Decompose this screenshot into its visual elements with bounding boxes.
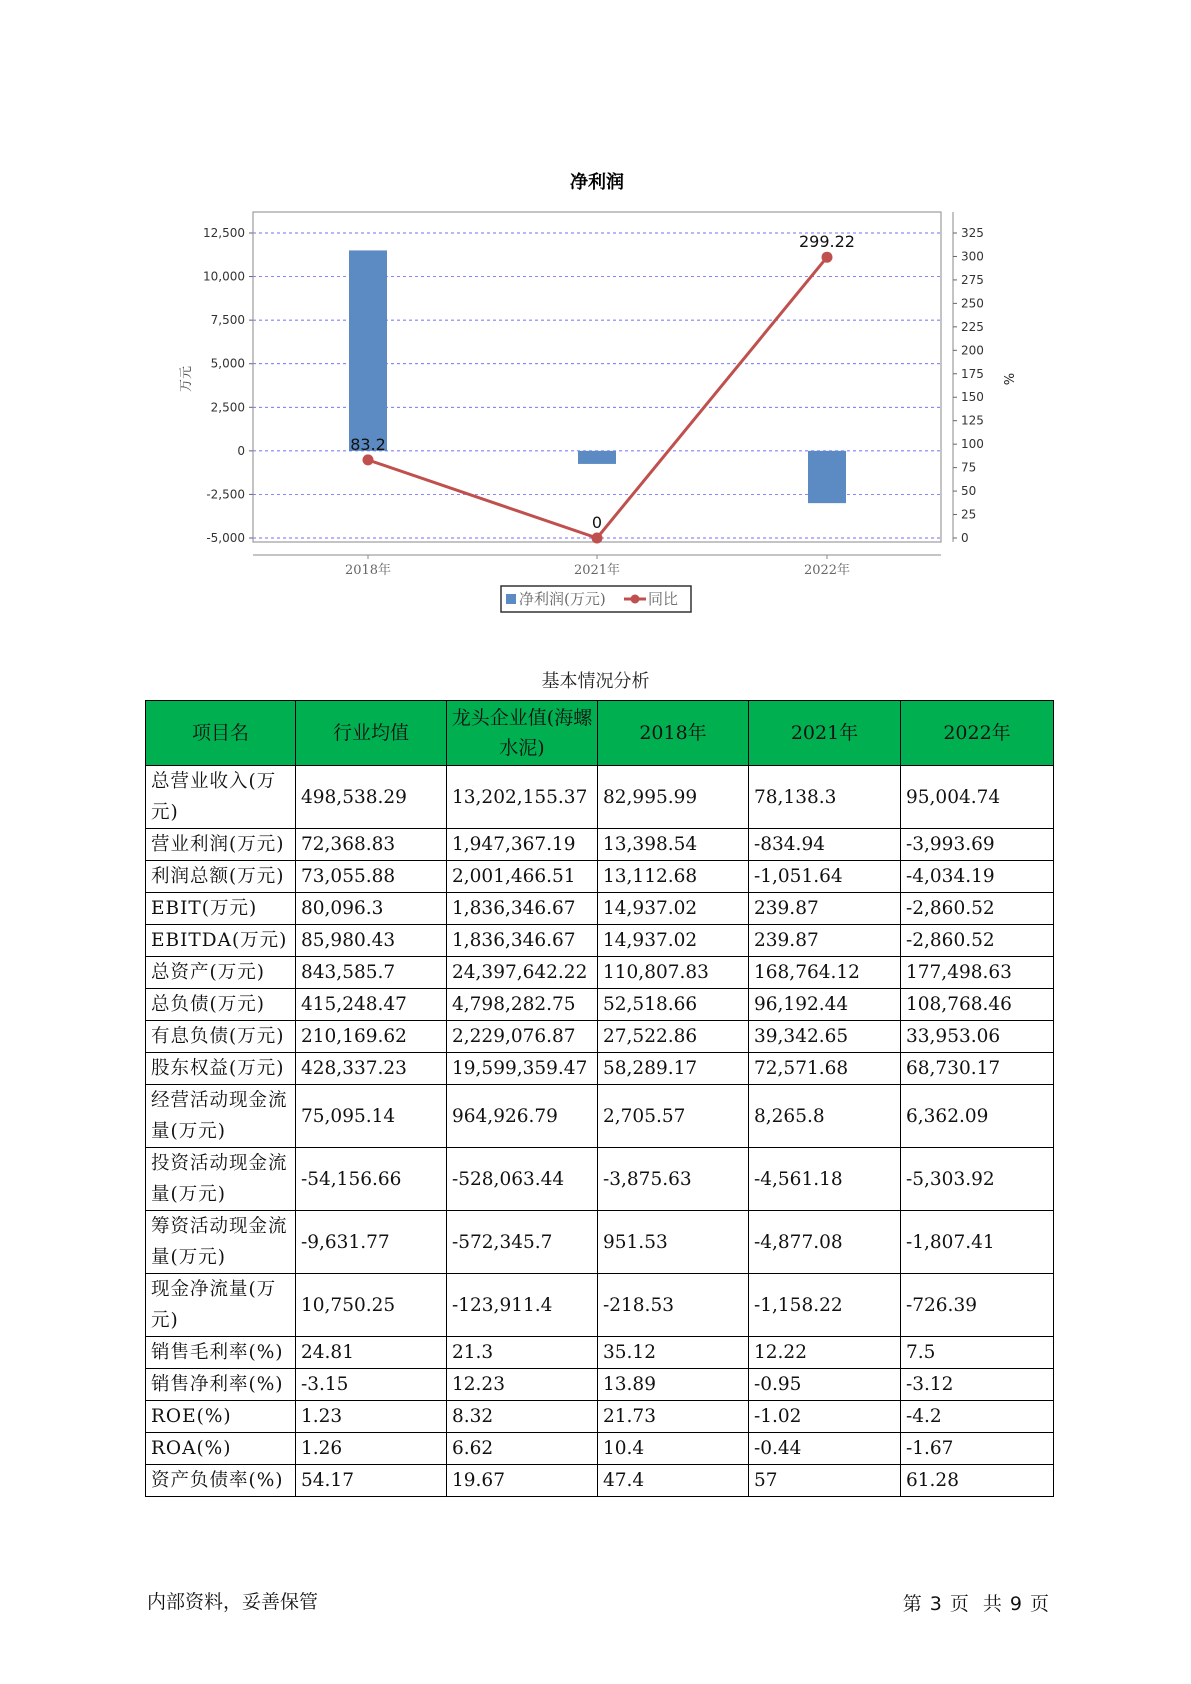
y-tick-label: 12,500: [203, 226, 245, 240]
value-cell: -123,911.4: [447, 1274, 598, 1337]
value-cell: 19,599,359.47: [447, 1053, 598, 1085]
net-profit-chart: [0, 0, 1191, 640]
row-label-cell: 现金净流量(万元): [146, 1274, 296, 1337]
legend-bar-label: 净利润(万元): [519, 590, 606, 608]
table-row: [146, 1085, 1054, 1148]
table-row: [146, 1053, 1054, 1085]
value-cell: 1,836,346.67: [447, 925, 598, 957]
chart-title: 净利润: [570, 172, 624, 193]
value-cell: 12.23: [447, 1369, 598, 1401]
value-cell: 95,004.74: [901, 766, 1054, 829]
value-cell: -4,034.19: [901, 861, 1054, 893]
y2-axis-label: %: [1000, 372, 1015, 386]
y2-tick-label: 325: [961, 226, 984, 240]
y-tick-label: 5,000: [210, 356, 245, 371]
value-cell: 85,980.43: [296, 925, 447, 957]
left-axis: [203, 212, 253, 545]
value-cell: 78,138.3: [749, 766, 901, 829]
row-label-cell: 总营业收入(万元): [146, 766, 296, 829]
value-cell: -3.12: [901, 1369, 1054, 1401]
value-cell: 14,937.02: [598, 893, 749, 925]
value-cell: 68,730.17: [901, 1053, 1054, 1085]
table-row: [146, 989, 1054, 1021]
row-label-cell: 营业利润(万元): [146, 829, 296, 861]
row-label-cell: 经营活动现金流量(万元): [146, 1085, 296, 1148]
row-label-cell: 总负债(万元): [146, 989, 296, 1021]
bar-2022年: [808, 451, 846, 503]
value-cell: -572,345.7: [447, 1211, 598, 1274]
value-cell: 96,192.44: [749, 989, 901, 1021]
value-cell: -1.02: [749, 1401, 901, 1433]
y2-tick-label: 175: [961, 366, 984, 381]
value-cell: 24.81: [296, 1337, 447, 1369]
table-row: [146, 893, 1054, 925]
value-cell: 415,248.47: [296, 989, 447, 1021]
y2-tick-label: 50: [961, 484, 977, 499]
page-prefix: 第: [902, 1593, 922, 1615]
value-cell: 428,337.23: [296, 1053, 447, 1085]
y2-tick-label: 275: [961, 272, 984, 287]
y2-tick-label: 250: [961, 296, 984, 311]
value-cell: -1,051.64: [749, 861, 901, 893]
yoy-point: [363, 454, 374, 465]
value-cell: 19.67: [447, 1465, 598, 1497]
total-prefix: 共: [982, 1593, 1002, 1615]
value-cell: -4,561.18: [749, 1148, 901, 1211]
y2-tick-label: 225: [961, 319, 984, 334]
y2-tick-label: 200: [961, 343, 984, 358]
value-cell: 498,538.29: [296, 766, 447, 829]
row-label-cell: 总资产(万元): [146, 957, 296, 989]
value-cell: 14,937.02: [598, 925, 749, 957]
value-cell: 177,498.63: [901, 957, 1054, 989]
x-tick-label: 2018年: [344, 563, 392, 578]
value-cell: 6,362.09: [901, 1085, 1054, 1148]
table-row: [146, 1021, 1054, 1053]
value-cell: 54.17: [296, 1465, 447, 1497]
table-row: [146, 829, 1054, 861]
row-label-cell: 销售净利率(%): [146, 1369, 296, 1401]
value-cell: -218.53: [598, 1274, 749, 1337]
y-tick-label: 0: [237, 443, 245, 458]
value-cell: 8,265.8: [749, 1085, 901, 1148]
legend-line-marker: [631, 595, 640, 604]
value-cell: 6.62: [447, 1433, 598, 1465]
value-cell: -1.67: [901, 1433, 1054, 1465]
value-cell: 57: [749, 1465, 901, 1497]
header-cell: 2021年: [749, 701, 901, 766]
row-label-cell: ROA(%): [146, 1433, 296, 1465]
value-cell: -5,303.92: [901, 1148, 1054, 1211]
right-axis: [953, 212, 984, 545]
value-cell: 61.28: [901, 1465, 1054, 1497]
x-axis: [253, 555, 941, 578]
footer-confidential-note: 内部资料，妥善保管: [147, 1591, 319, 1613]
x-tick-label: 2021年: [573, 563, 621, 578]
value-cell: 2,229,076.87: [447, 1021, 598, 1053]
value-cell: -3,993.69: [901, 829, 1054, 861]
value-cell: 2,705.57: [598, 1085, 749, 1148]
row-label-cell: 资产负债率(%): [146, 1465, 296, 1497]
value-cell: 2,001,466.51: [447, 861, 598, 893]
value-cell: 10.4: [598, 1433, 749, 1465]
header-cell: 行业均值: [296, 701, 447, 766]
yoy-data-label: 299.22: [799, 232, 855, 252]
page-mid: 页: [949, 1593, 969, 1615]
table-row: [146, 766, 1054, 829]
yoy-line: [368, 257, 827, 538]
value-cell: 47.4: [598, 1465, 749, 1497]
row-label-cell: 股东权益(万元): [146, 1053, 296, 1085]
value-cell: 82,995.99: [598, 766, 749, 829]
value-cell: 1,836,346.67: [447, 893, 598, 925]
table-row: [146, 1211, 1054, 1274]
table-row: [146, 1433, 1054, 1465]
value-cell: 21.3: [447, 1337, 598, 1369]
value-cell: 1,947,367.19: [447, 829, 598, 861]
value-cell: 7.5: [901, 1337, 1054, 1369]
value-cell: -9,631.77: [296, 1211, 447, 1274]
value-cell: 108,768.46: [901, 989, 1054, 1021]
value-cell: -3.15: [296, 1369, 447, 1401]
total-num: 9: [1009, 1593, 1022, 1615]
value-cell: -54,156.66: [296, 1148, 447, 1211]
bar-2021年: [578, 451, 616, 464]
value-cell: 13,112.68: [598, 861, 749, 893]
value-cell: -0.95: [749, 1369, 901, 1401]
table-row: [146, 1465, 1054, 1497]
table-row: [146, 1401, 1054, 1433]
value-cell: 4,798,282.75: [447, 989, 598, 1021]
value-cell: 52,518.66: [598, 989, 749, 1021]
value-cell: -528,063.44: [447, 1148, 598, 1211]
y-tick-label: 10,000: [203, 269, 245, 284]
value-cell: -3,875.63: [598, 1148, 749, 1211]
value-cell: -0.44: [749, 1433, 901, 1465]
y2-tick-label: 25: [961, 507, 977, 522]
yoy-point: [822, 252, 833, 263]
y-tick-label: 2,500: [210, 400, 245, 415]
page-num: 3: [929, 1593, 942, 1615]
value-cell: 13,398.54: [598, 829, 749, 861]
row-label-cell: ROE(%): [146, 1401, 296, 1433]
value-cell: -4.2: [901, 1401, 1054, 1433]
row-label-cell: 有息负债(万元): [146, 1021, 296, 1053]
table-caption: 基本情况分析: [541, 671, 650, 692]
value-cell: 39,342.65: [749, 1021, 901, 1053]
table-row: [146, 1337, 1054, 1369]
value-cell: 13.89: [598, 1369, 749, 1401]
value-cell: -834.94: [749, 829, 901, 861]
value-cell: 110,807.83: [598, 957, 749, 989]
value-cell: 964,926.79: [447, 1085, 598, 1148]
y2-tick-label: 300: [961, 249, 984, 264]
value-cell: 75,095.14: [296, 1085, 447, 1148]
x-tick-label: 2022年: [803, 563, 851, 578]
table-row: [146, 1148, 1054, 1211]
table-row: [146, 861, 1054, 893]
value-cell: 73,055.88: [296, 861, 447, 893]
value-cell: -1,158.22: [749, 1274, 901, 1337]
value-cell: 168,764.12: [749, 957, 901, 989]
line-series: [350, 232, 855, 543]
value-cell: 239.87: [749, 925, 901, 957]
row-label-cell: 利润总额(万元): [146, 861, 296, 893]
value-cell: 1.23: [296, 1401, 447, 1433]
value-cell: 10,750.25: [296, 1274, 447, 1337]
table-row: [146, 925, 1054, 957]
y2-tick-label: 75: [961, 460, 977, 475]
yoy-data-label: 83.2: [350, 434, 386, 454]
y2-tick-label: 150: [961, 390, 984, 405]
value-cell: -726.39: [901, 1274, 1054, 1337]
value-cell: 72,368.83: [296, 829, 447, 861]
table-header-row: [146, 701, 1054, 766]
header-cell: 龙头企业值(海螺水泥): [447, 701, 598, 766]
value-cell: 58,289.17: [598, 1053, 749, 1085]
y-tick-label: 7,500: [210, 313, 245, 328]
value-cell: 951.53: [598, 1211, 749, 1274]
y-tick-label: -2,500: [206, 487, 245, 502]
header-cell: 项目名: [146, 701, 296, 766]
row-label-cell: EBITDA(万元): [146, 925, 296, 957]
row-label-cell: 销售毛利率(%): [146, 1337, 296, 1369]
bar-2018年: [349, 250, 387, 450]
value-cell: -4,877.08: [749, 1211, 901, 1274]
y2-tick-label: 100: [961, 437, 984, 452]
header-cell: 2022年: [901, 701, 1054, 766]
value-cell: 1.26: [296, 1433, 447, 1465]
table-row: [146, 1274, 1054, 1337]
value-cell: 33,953.06: [901, 1021, 1054, 1053]
chart-legend: [501, 586, 691, 612]
value-cell: 72,571.68: [749, 1053, 901, 1085]
bar-series: [349, 250, 846, 503]
value-cell: 210,169.62: [296, 1021, 447, 1053]
value-cell: 80,096.3: [296, 893, 447, 925]
table-row: [146, 957, 1054, 989]
value-cell: 35.12: [598, 1337, 749, 1369]
footer-page-number: [899, 1589, 1053, 1616]
value-cell: -2,860.52: [901, 893, 1054, 925]
value-cell: 843,585.7: [296, 957, 447, 989]
value-cell: 24,397,642.22: [447, 957, 598, 989]
yoy-point: [592, 533, 603, 544]
value-cell: 12.22: [749, 1337, 901, 1369]
legend-line-label: 同比: [648, 590, 679, 608]
basic-analysis-table: [145, 700, 1054, 1497]
yoy-data-label: 0: [591, 513, 603, 532]
value-cell: 13,202,155.37: [447, 766, 598, 829]
value-cell: 239.87: [749, 893, 901, 925]
y2-tick-label: 0: [961, 531, 969, 545]
value-cell: -2,860.52: [901, 925, 1054, 957]
row-label-cell: 筹资活动现金流量(万元): [146, 1211, 296, 1274]
row-label-cell: 投资活动现金流量(万元): [146, 1148, 296, 1211]
table-row: [146, 1369, 1054, 1401]
value-cell: 21.73: [598, 1401, 749, 1433]
total-suffix: 页: [1029, 1593, 1049, 1615]
value-cell: -1,807.41: [901, 1211, 1054, 1274]
row-label-cell: EBIT(万元): [146, 893, 296, 925]
header-cell: 2018年: [598, 701, 749, 766]
y-axis-label: 万元: [179, 365, 194, 393]
value-cell: 27,522.86: [598, 1021, 749, 1053]
legend-bar-swatch: [506, 594, 516, 604]
y2-tick-label: 125: [961, 413, 984, 428]
table-body: [146, 766, 1054, 1497]
y-tick-label: -5,000: [206, 531, 245, 545]
value-cell: 8.32: [447, 1401, 598, 1433]
